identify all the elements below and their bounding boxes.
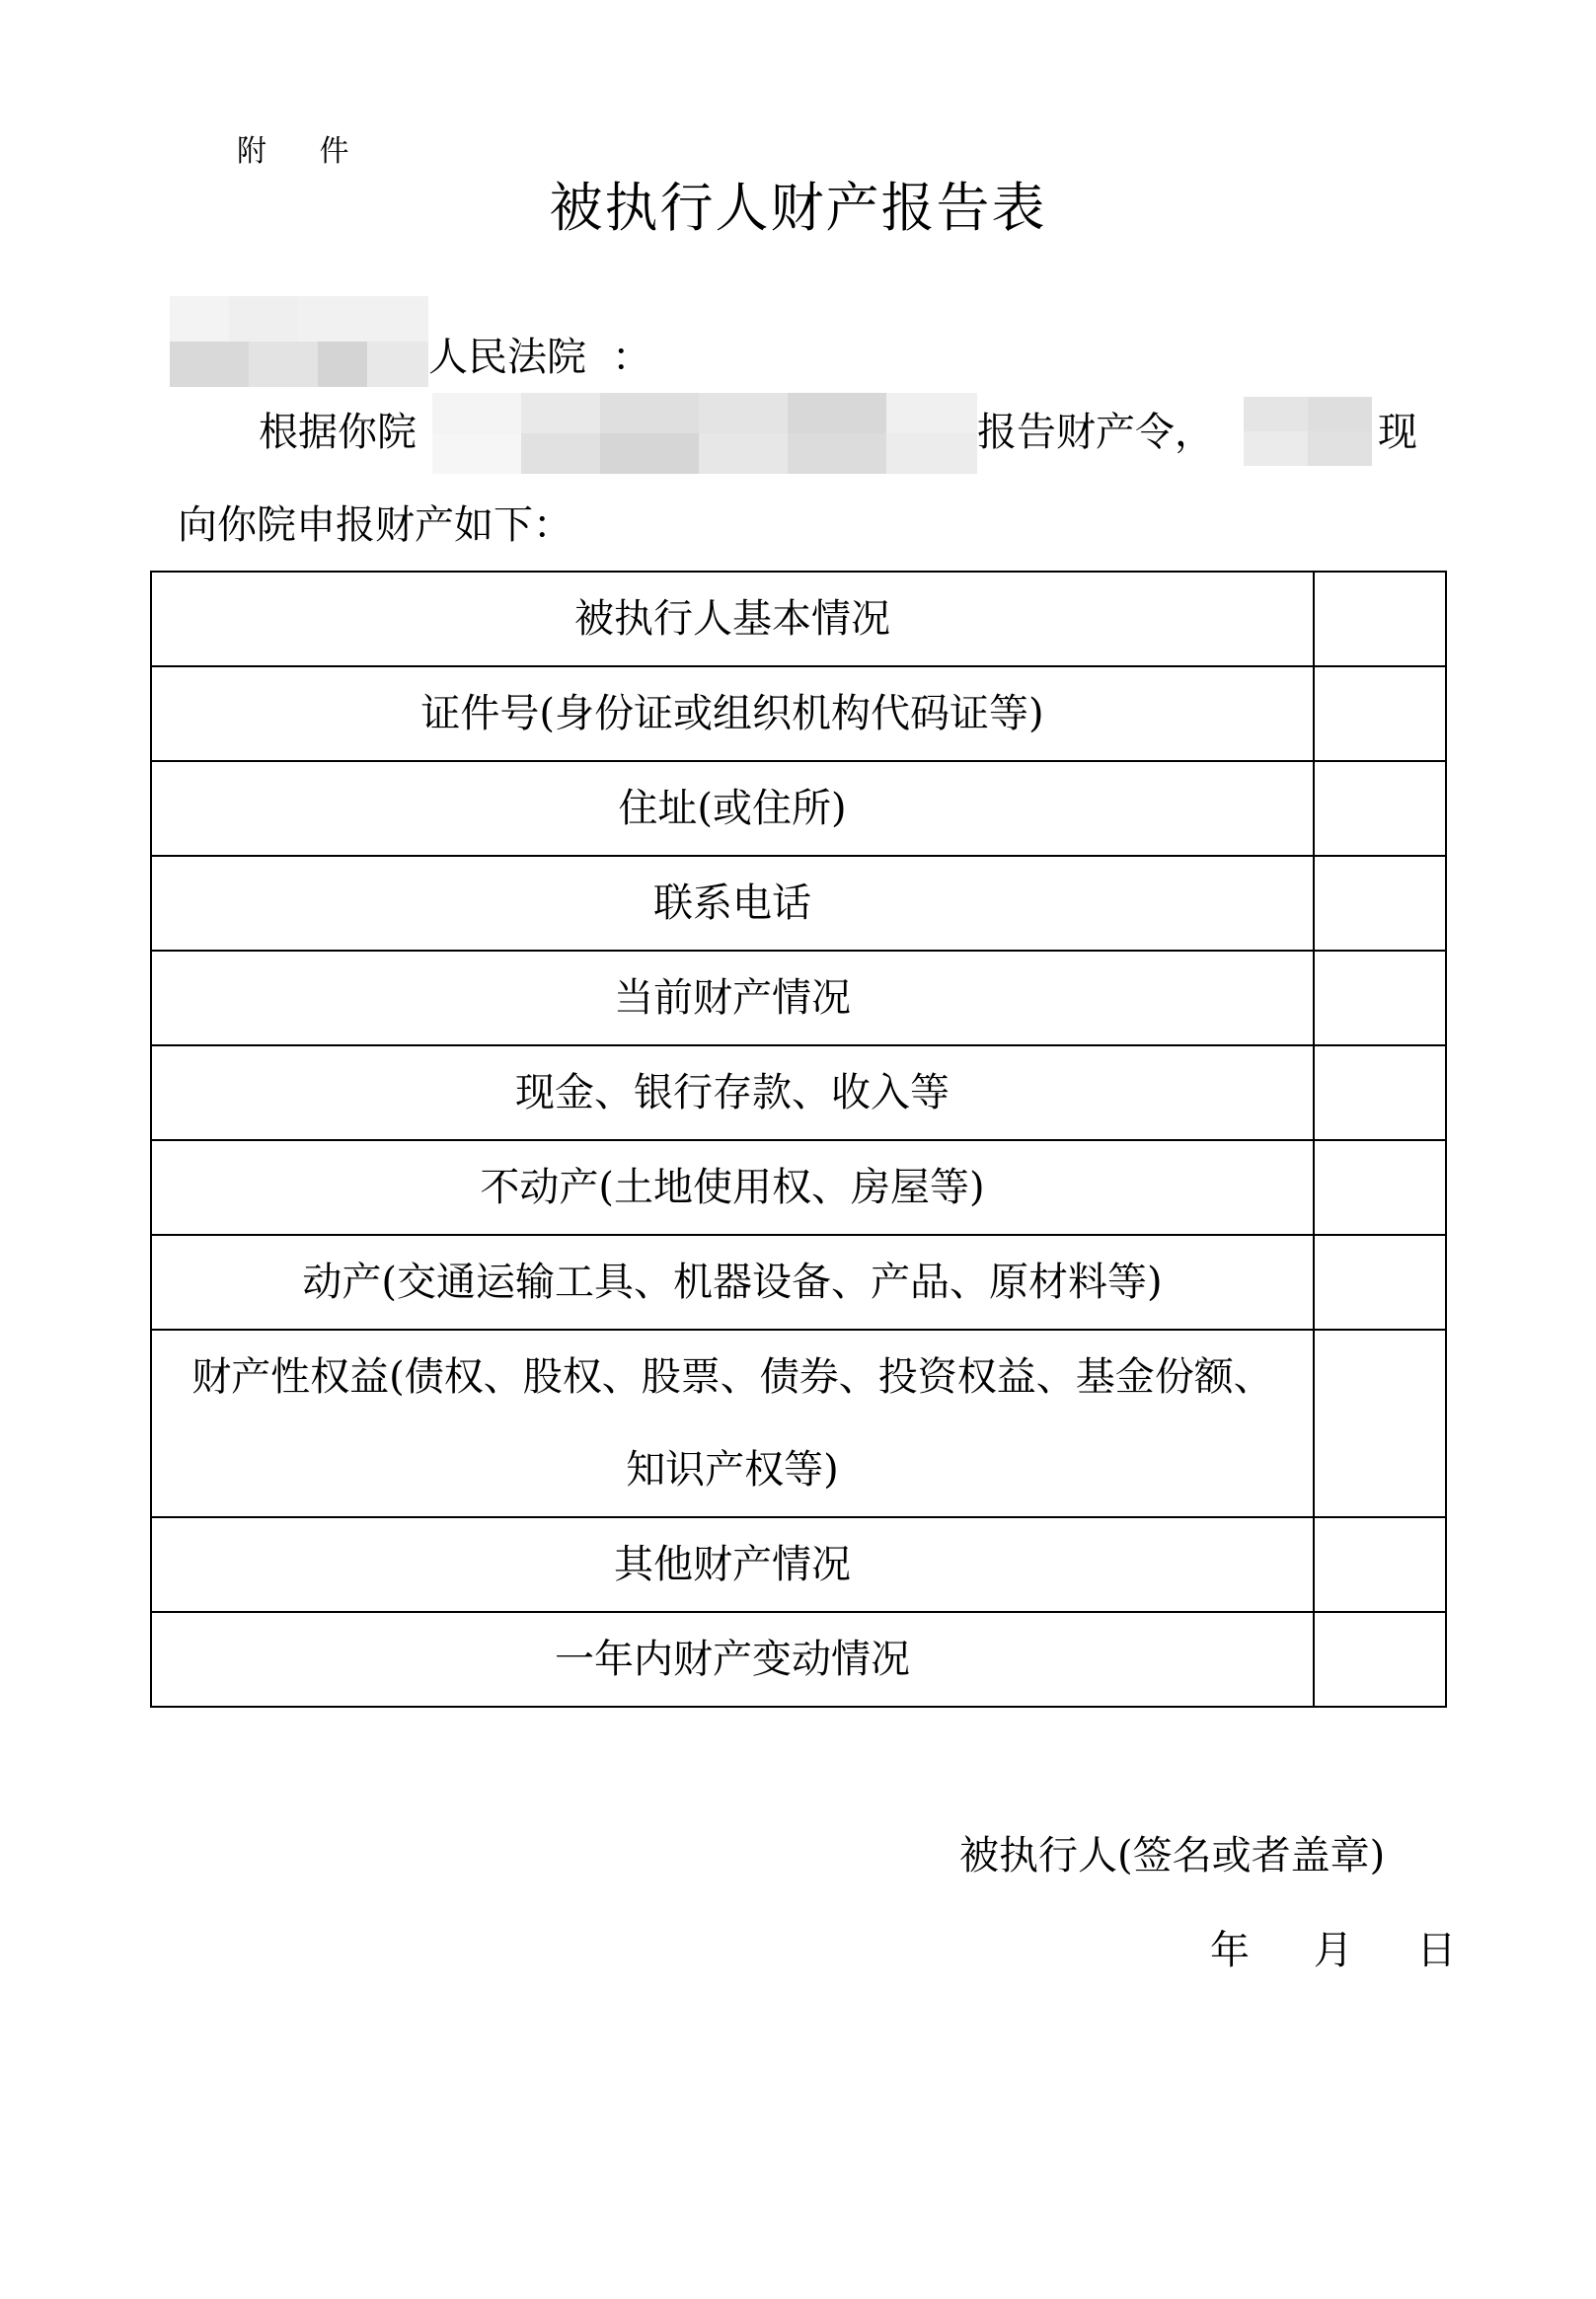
row-value-other-property[interactable]	[1314, 1517, 1446, 1612]
property-report-table	[150, 571, 1447, 1708]
table-row	[151, 951, 1446, 1045]
attachment-label: 附 件	[237, 134, 371, 169]
table-row	[151, 1612, 1446, 1707]
row-label-cash-deposits: 现金、银行存款、收入等	[151, 1045, 1314, 1140]
row-value-basic-info[interactable]	[1314, 572, 1446, 666]
line2-suffix: 现	[1378, 410, 1417, 455]
redacted-case-number	[432, 393, 977, 474]
date-label: 年 月 日	[1210, 1928, 1482, 1973]
row-label-id-number: 证件号(身份证或组织机构代码证等)	[151, 666, 1314, 761]
court-colon: ：	[612, 335, 651, 380]
table-row	[151, 1330, 1446, 1517]
table-row	[151, 572, 1446, 666]
row-value-movable-property[interactable]	[1314, 1235, 1446, 1330]
court-suffix: 人民法院	[428, 335, 586, 380]
redacted-court-name	[170, 296, 428, 387]
row-label-basic-info: 被执行人基本情况	[151, 572, 1314, 666]
row-label-other-property: 其他财产情况	[151, 1517, 1314, 1612]
row-label-current-property: 当前财产情况	[151, 951, 1314, 1045]
row-value-cash-deposits[interactable]	[1314, 1045, 1446, 1140]
row-value-current-property[interactable]	[1314, 951, 1446, 1045]
line3-text: 向你院申报财产如下：	[178, 502, 572, 548]
line2-prefix: 根据你院	[259, 410, 417, 455]
row-value-address[interactable]	[1314, 761, 1446, 856]
table-row	[151, 1045, 1446, 1140]
row-value-property-changes[interactable]	[1314, 1612, 1446, 1707]
page-title: 被执行人财产报告表	[549, 177, 1047, 239]
row-label-property-rights: 财产性权益(债权、股权、股票、债券、投资权益、基金份额、 知识产权等)	[151, 1330, 1314, 1517]
row-label-movable-property: 动产(交通运输工具、机器设备、产品、原材料等)	[151, 1235, 1314, 1330]
table-row	[151, 1235, 1446, 1330]
row-value-property-rights[interactable]	[1314, 1330, 1446, 1517]
table-row	[151, 1140, 1446, 1235]
table-row	[151, 856, 1446, 951]
row-label-address: 住址(或住所)	[151, 761, 1314, 856]
row-label-phone: 联系电话	[151, 856, 1314, 951]
row-value-phone[interactable]	[1314, 856, 1446, 951]
table-row	[151, 1517, 1446, 1612]
redacted-debtor-name	[1244, 397, 1372, 466]
row-label-real-estate: 不动产(土地使用权、房屋等)	[151, 1140, 1314, 1235]
line2-middle: 报告财产令，	[977, 410, 1214, 455]
row-label-property-changes: 一年内财产变动情况	[151, 1612, 1314, 1707]
row-value-id-number[interactable]	[1314, 666, 1446, 761]
table-row	[151, 666, 1446, 761]
signature-label: 被执行人(签名或者盖章)	[959, 1833, 1386, 1878]
table-row	[151, 761, 1446, 856]
row-value-real-estate[interactable]	[1314, 1140, 1446, 1235]
